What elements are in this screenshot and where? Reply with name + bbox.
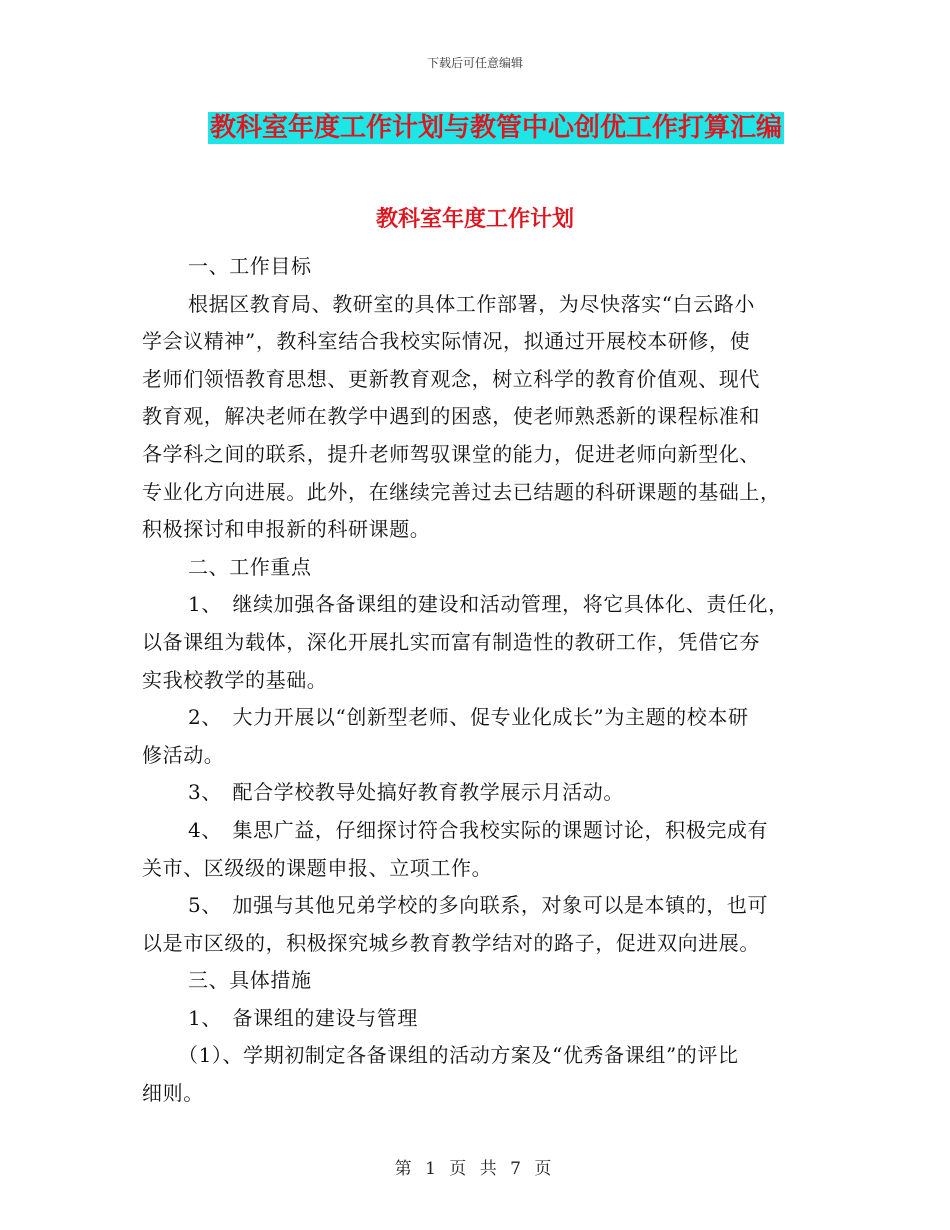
list-item-1: 1、 继续加强各备课组的建设和活动管理，将它具体化、责任化， [188, 592, 789, 617]
heading-focus: 二、工作重点 [188, 554, 312, 579]
paragraph-line: 各学科之间的联系，提升老师驾驭课堂的能力，促进老师向新型化、 [142, 441, 760, 466]
list-item-3: 3、 配合学校教导处搞好教育教学展示月活动。 [188, 780, 624, 805]
paragraph-line: 积极探讨和申报新的科研课题。 [142, 517, 431, 542]
paragraph-line: 专业化方向进展。此外，在继续完善过去已结题的科研课题的基础上， [142, 479, 781, 504]
paragraph-line: 以备课组为载体，深化开展扎实而富有制造性的教研工作，凭借它夯 [142, 629, 760, 654]
list-item-4: 4、 集思广益，仔细探讨符合我校实际的课题讨论，积极完成有 [188, 817, 769, 842]
list-item-5: 5、 加强与其他兄弟学校的多向联系，对象可以是本镇的，也可 [188, 893, 769, 918]
paragraph-line: 根据区教育局、教研室的具体工作部署，为尽快落实“白云路小 [188, 291, 756, 316]
heading-measures: 三、具体措施 [188, 968, 312, 993]
paragraph-line: 以是市区级的，积极探究城乡教育教学结对的路子，促进双向进展。 [142, 930, 760, 955]
paragraph-line: 实我校教学的基础。 [142, 667, 328, 692]
sub-item: （1）、学期初制定各备课组的活动方案及“优秀备课组”的评比 [178, 1043, 739, 1068]
header-note: 下载后可任意编辑 [426, 56, 523, 70]
list-item-2: 2、 大力开展以“创新型老师、促专业化成长”为主题的校本研 [188, 705, 749, 730]
paragraph-line: 修活动。 [142, 742, 225, 767]
section-title: 教科室年度工作计划 [375, 207, 574, 232]
paragraph-line: 关市、区级级的课题申报、立项工作。 [142, 855, 493, 880]
document-body [142, 248, 822, 1113]
paragraph-line: 细则。 [142, 1081, 204, 1106]
document-title: 教科室年度工作计划与教管中心创优工作打算汇编 [210, 113, 783, 143]
paragraph-line: 教育观，解决老师在教学中遇到的困惑，使老师熟悉新的课程标准和 [142, 404, 760, 429]
list-item-measure-1: 1、 备课组的建设与管理 [188, 1005, 418, 1030]
paragraph-line: 学会议精神”，教科室结合我校实际情况，拟通过开展校本研修，使 [142, 329, 751, 354]
heading-goals: 一、工作目标 [188, 254, 312, 278]
page-indicator: 第 1 页 共 7 页 [394, 1159, 556, 1179]
paragraph-line: 老师们领悟教育思想、更新教育观念，树立科学的教育价值观、现代 [142, 366, 760, 391]
